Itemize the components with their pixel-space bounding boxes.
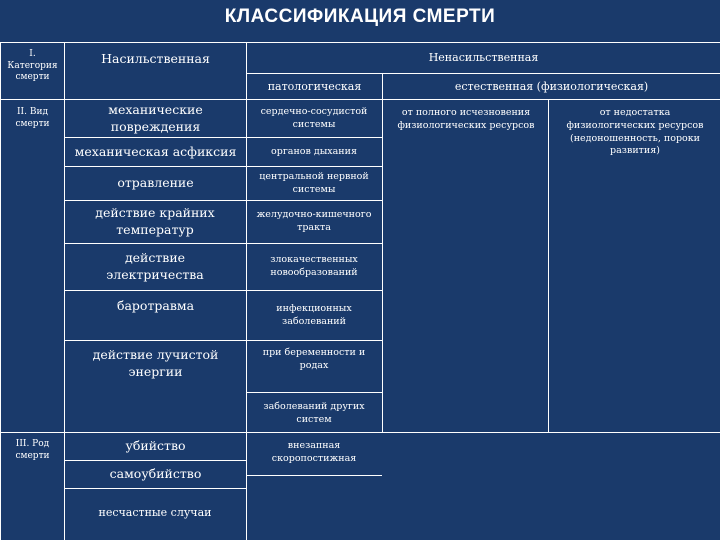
violent-kind: действие электричества <box>106 250 204 282</box>
row-line <box>246 340 382 341</box>
row-line <box>64 340 246 341</box>
violent-genus: убийство <box>125 438 186 454</box>
natural-kind: от полного исчезновения физиологических ресурсов <box>397 107 535 131</box>
column-divider <box>548 99 549 432</box>
pathological-kind: центральной нервной системы <box>259 170 369 195</box>
violent-kind: действие крайних температур <box>95 205 215 237</box>
page-title: КЛАССИФИКАЦИЯ СМЕРТИ <box>224 6 496 27</box>
row-label-category: I. Категория смерти <box>7 49 58 83</box>
column-divider <box>246 42 247 540</box>
pathological-kind: злокачественных новообразований <box>270 254 358 278</box>
row-label-genus: III. Род смерти <box>15 439 50 461</box>
violent-genus: несчастные случаи <box>98 505 212 519</box>
pathological-kind: при беременности и родах <box>262 347 366 371</box>
pathological-kind: желудочно-кишечного тракта <box>256 209 372 233</box>
natural-kind: от недостатка физиологических ресурсов (недоношенность, пороки развития) <box>566 107 704 157</box>
violent-kind: действие лучистой энергии <box>92 347 219 379</box>
row-line <box>64 488 246 489</box>
violent-genus: самоубийство <box>109 466 202 482</box>
pathological-kind: инфекционных заболеваний <box>276 302 352 327</box>
header-nonviolent: Ненасильственная <box>428 50 539 64</box>
violent-kind: отравление <box>117 175 194 191</box>
pathological-kind: сердечно-сосудистой системы <box>260 105 368 130</box>
row-label-kind: II. Вид смерти <box>15 107 50 129</box>
subheader-divider <box>246 73 720 74</box>
row-line <box>64 290 246 291</box>
header-violent: Насильственная <box>101 50 210 66</box>
violent-kind: механические повреждения <box>108 101 203 134</box>
header-pathological: патологическая <box>267 79 362 93</box>
nonviolent-genus: внезапная скоропостижная <box>271 440 357 464</box>
pathological-kind: заболеваний других систем <box>263 401 365 425</box>
table-border-top <box>0 42 720 43</box>
violent-kind: механическая асфиксия <box>74 143 237 159</box>
header-natural: естественная (физиологическая) <box>454 79 649 93</box>
violent-kind: баротравма <box>116 298 195 313</box>
column-divider <box>382 73 383 432</box>
pathological-kind: органов дыхания <box>271 145 357 157</box>
row-line <box>246 392 382 393</box>
row-line <box>246 475 382 476</box>
